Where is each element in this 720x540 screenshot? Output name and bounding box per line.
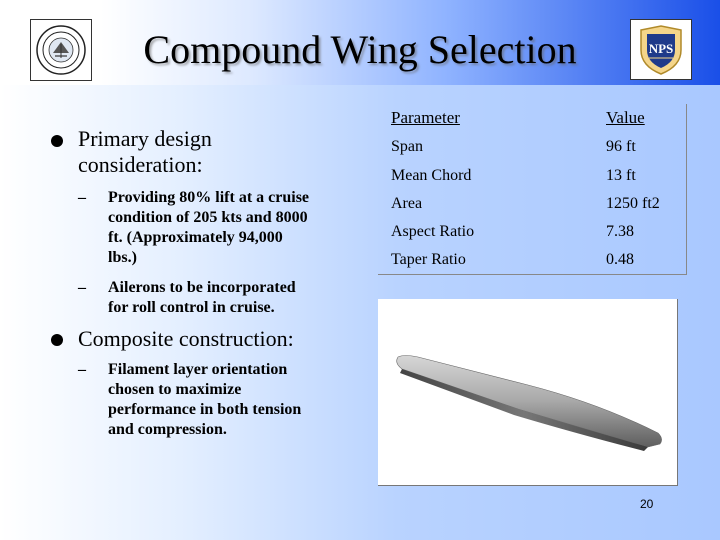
- sub-bullet-text: Filament layer orientation chosen to maximize performance in both tension and compression.: [108, 361, 302, 438]
- table-cell: 1250 ft2: [606, 195, 660, 212]
- navy-seal-icon: [30, 19, 92, 81]
- table-row: [378, 138, 686, 166]
- parameter-table: [378, 104, 687, 275]
- bullet-text: Composite construction:: [78, 326, 294, 351]
- table-cell: 96 ft: [606, 138, 636, 155]
- table-cell: 0.48: [606, 251, 634, 268]
- table-row: [378, 251, 686, 279]
- table-header-row: [378, 108, 686, 136]
- bullet-text: Primary design consideration:: [78, 126, 212, 177]
- nps-logo-text: NPS: [648, 41, 674, 56]
- wing-render-image: [378, 299, 678, 486]
- sub-bullet-text: Ailerons to be incorporated for roll control in cruise.: [108, 279, 296, 316]
- table-cell: Mean Chord: [391, 167, 472, 184]
- sub-bullet-dash: –: [78, 189, 86, 206]
- sub-bullet-dash: –: [78, 279, 86, 296]
- table-cell: Span: [391, 138, 423, 155]
- table-cell: Area: [391, 195, 423, 212]
- table-header-value: Value: [606, 108, 645, 127]
- bullet-dot-icon: [51, 334, 63, 346]
- page-number: 20: [640, 497, 654, 511]
- table-cell: Taper Ratio: [391, 251, 466, 268]
- table-row: [378, 167, 686, 195]
- table-cell: 13 ft: [606, 167, 636, 184]
- table-row: [378, 195, 686, 223]
- sub-bullet-dash: –: [78, 361, 86, 378]
- table-cell: Aspect Ratio: [391, 223, 475, 240]
- table-row: [378, 223, 686, 251]
- sub-bullet-text: Providing 80% lift at a cruise condition of 205 kts and 8000 ft. (Approximately 94,000 lbs.): [108, 189, 310, 266]
- table-cell: 7.38: [606, 223, 634, 240]
- wing-shape: [397, 356, 662, 448]
- slide-title: Compound Wing Selection: [143, 27, 577, 72]
- bullet-dot-icon: [51, 135, 63, 147]
- table-header-parameter: Parameter: [391, 108, 460, 127]
- nps-logo-icon: [630, 19, 692, 80]
